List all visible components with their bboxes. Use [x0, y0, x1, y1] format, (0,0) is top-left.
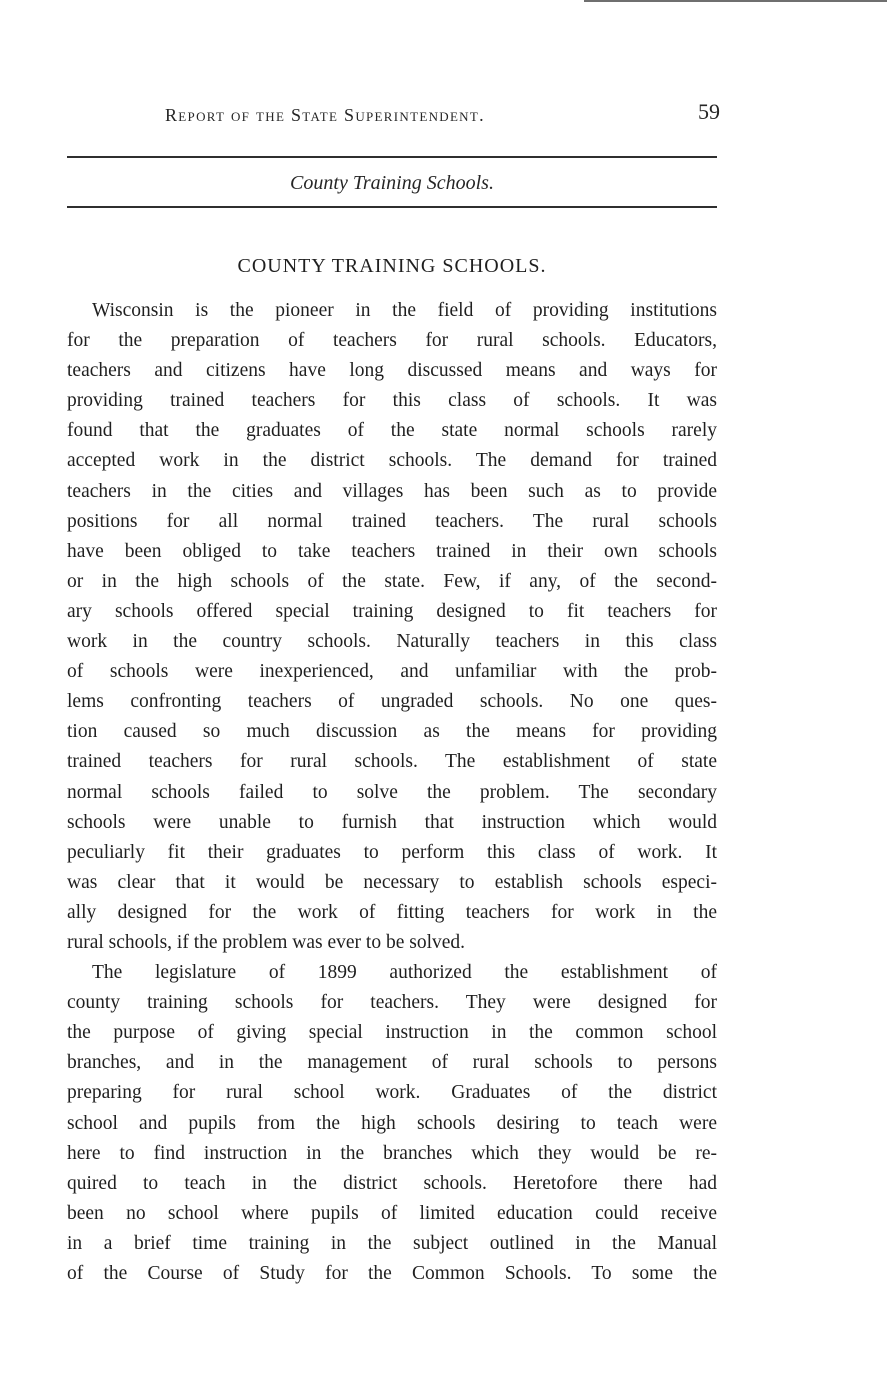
text-line: Wisconsin is the pioneer in the field of providing institutions — [92, 300, 717, 321]
text-line: lems confronting teachers of ungraded schools. No one ques- — [67, 691, 717, 713]
text-line: peculiarly fit their graduates to perform this class of work. It — [67, 841, 717, 863]
header-rule-bottom — [67, 206, 717, 208]
paragraph — [67, 958, 717, 1289]
text-line: ally designed for the work of fitting teachers for work in the — [67, 901, 717, 923]
text-line: found that the graduates of the state normal schools rarely — [67, 420, 717, 442]
text-line: providing trained teachers for this class of schools. It was — [67, 390, 717, 412]
paragraph — [67, 296, 717, 958]
text-line: trained teachers for rural schools. The establishment of state — [67, 751, 717, 773]
text-line: county training schools for teachers. They were designed for — [67, 992, 717, 1014]
chapter-title: COUNTY TRAINING SCHOOLS. — [237, 255, 547, 277]
text-line: accepted work in the district schools. The demand for trained — [67, 450, 717, 472]
text-line: in a brief time training in the subject outlined in the Manual — [67, 1232, 717, 1254]
text-line: for the preparation of teachers for rural schools. Educators, — [67, 330, 717, 352]
text-line: work in the country schools. Naturally teachers in this class — [67, 631, 717, 653]
text-line: The legislature of 1899 authorized the establishment of — [92, 962, 717, 984]
text-line: preparing for rural school work. Graduates of the district — [67, 1082, 717, 1104]
text-line: quired to teach in the district schools. Heretofore there had — [67, 1172, 717, 1194]
text-line: rural schools, if the problem was ever to be solved. — [67, 931, 466, 953]
text-line: here to find instruction in the branches which they would be re- — [67, 1142, 717, 1164]
text-line: of the Course of Study for the Common Schools. To some the — [67, 1263, 717, 1284]
body-text — [67, 296, 717, 1289]
text-line: teachers in the cities and villages has been such as to provide — [67, 480, 717, 502]
text-line: was clear that it would be necessary to establish schools especi- — [67, 871, 717, 893]
text-line: have been obliged to take teachers trained in their own schools — [67, 540, 717, 562]
text-line: branches, and in the management of rural schools to persons — [67, 1052, 717, 1074]
text-line: schools were unable to furnish that instruction which would — [67, 811, 717, 833]
top-edge-rule — [584, 0, 887, 2]
text-line: the purpose of giving special instruction in the common school — [67, 1022, 717, 1044]
section-title: County Training Schools. — [290, 172, 494, 194]
text-line: of schools were inexperienced, and unfamiliar with the prob- — [67, 661, 717, 683]
text-line: tion caused so much discussion as the means for providing — [67, 721, 717, 743]
text-line: positions for all normal trained teachers. The rural schools — [67, 510, 717, 532]
page-number: 59 — [698, 99, 720, 124]
text-line: school and pupils from the high schools desiring to teach were — [67, 1112, 717, 1134]
text-line: or in the high schools of the state. Few, if any, of the second- — [67, 570, 717, 592]
text-line: been no school where pupils of limited education could receive — [67, 1202, 717, 1224]
text-line: normal schools failed to solve the problem. The secondary — [67, 781, 717, 803]
text-line: teachers and citizens have long discussed means and ways for — [67, 360, 717, 382]
header-rule-top — [67, 156, 717, 158]
running-head: Report of the State Superintendent. — [165, 105, 485, 125]
text-line: ary schools offered special training designed to fit teachers for — [67, 600, 717, 622]
